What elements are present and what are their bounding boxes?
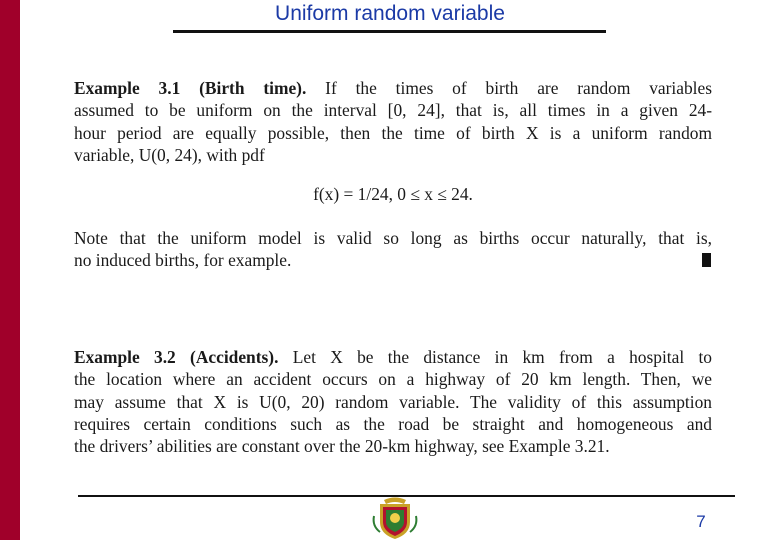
example-3-2-line-4: requires certain conditions such as the road be straight and homogeneous and [74,413,712,434]
example-3-2-line-5: the drivers’ abilities are constant over the 20-km highway, see Example 3.21. [74,436,610,457]
example-3-2-line-3: may assume that X is U(0, 20) random variable. The validity of this assumption [74,391,712,412]
example-3-1-line-3: hour period are equally possible, then the time of birth X is a uniform random [74,122,712,143]
end-of-proof-mark [702,253,711,267]
example-3-2-paragraph [74,346,712,457]
example-3-2-line-2: the location where an accident occurs on a highway of 20 km length. Then, we [74,369,712,390]
example-3-1-line-1 [74,77,712,99]
example-3-2-line-1 [74,346,712,368]
page-number: 7 [696,512,706,531]
example-3-2-heading: Example 3.2 (Accidents). [74,347,279,367]
example-3-1-heading: Example 3.1 (Birth time). [74,78,307,98]
example-3-1-note [74,227,712,272]
example-3-2-line-1-text: Let X be the distance in km from a hospital to [292,347,712,367]
title-underline [173,30,606,33]
university-seal-icon [370,496,420,540]
pdf-formula: f(x) = 1/24, 0 ≤ x ≤ 24. [313,184,473,204]
note-line-1: Note that the uniform model is valid so long as births occur naturally, that is, [74,228,712,248]
left-accent-bar [0,0,20,540]
example-3-1-line-1-text: If the times of birth are random variables [325,78,712,98]
example-3-1-paragraph [74,77,712,166]
note-line-2: no induced births, for example. [74,250,292,271]
example-3-1-line-4: variable, U(0, 24), with pdf [74,144,265,165]
slide-title: Uniform random variable [275,2,505,25]
example-3-1-line-2: assumed to be uniform on the interval [0, 24], that is, all times in a given 24- [74,100,712,121]
